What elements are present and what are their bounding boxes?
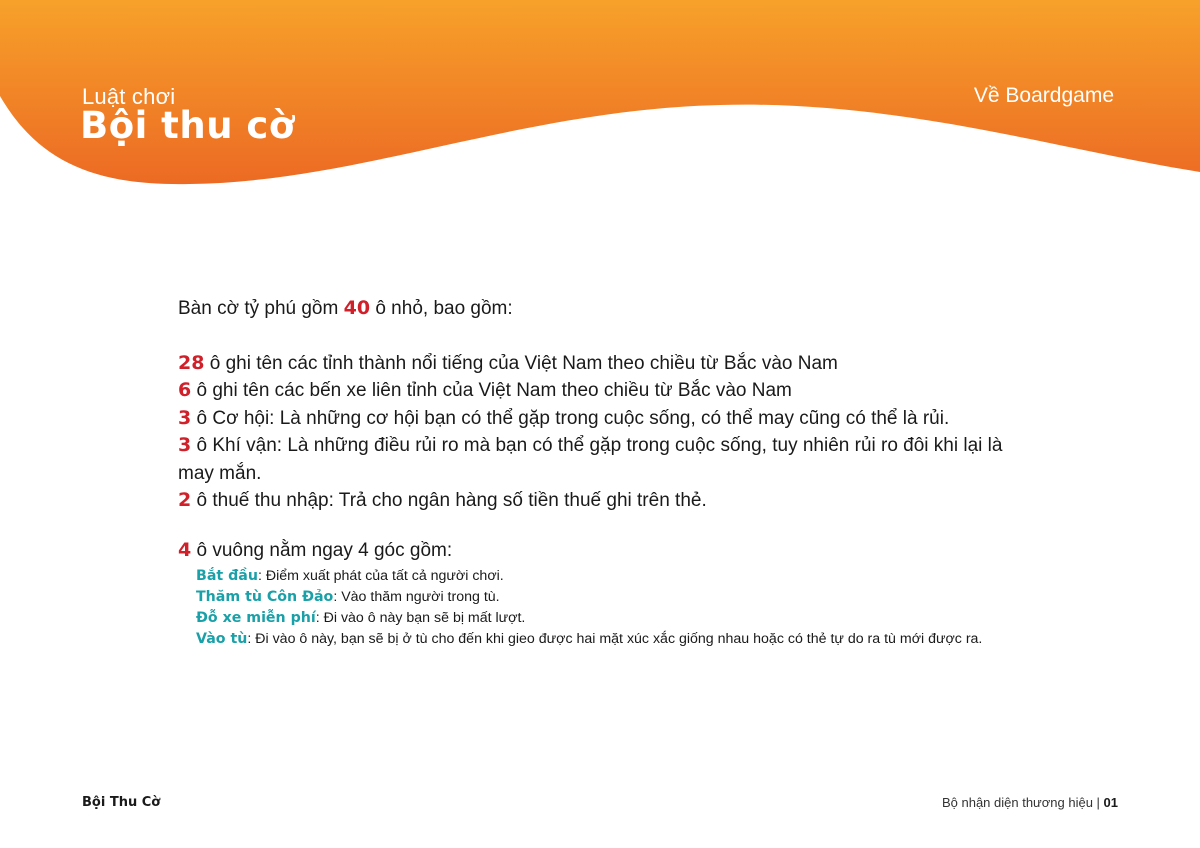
intro-line	[178, 295, 1038, 323]
cell-line	[178, 487, 1038, 515]
header-subtitle: Luật chơi	[82, 84, 176, 109]
header-section-label: Về Boardgame	[973, 84, 1114, 107]
cell-description: ô Cơ hội: Là những cơ hội bạn có thể gặp trong cuộc sống, có thể may cũng có thể là rủi.	[191, 407, 950, 429]
corner-term: Bắt đầu	[196, 568, 258, 584]
page-number: 01	[1103, 795, 1118, 810]
cell-count: 2	[178, 489, 192, 511]
corner-item	[196, 608, 1038, 629]
corner-item	[196, 587, 1038, 608]
cell-count: 3	[178, 406, 192, 429]
cell-description: ô ghi tên các bến xe liên tỉnh của Việt Nam theo chiều từ Bắc vào Nam	[191, 380, 792, 401]
page-title: Bội thu cờ	[80, 104, 295, 147]
corner-item	[196, 566, 1038, 587]
corner-description: : Đi vào ô này, bạn sẽ bị ở tù cho đến khi gieo được hai mặt xúc xắc giống nhau hoặc có thẻ tự do ra tù mới được ra.	[247, 631, 983, 647]
intro-text-after: ô nhỏ, bao gồm:	[370, 298, 513, 319]
corner-description: : Vào thăm người trong tù.	[333, 589, 500, 605]
corners-intro-text: ô vuông nằm ngay 4 góc gồm:	[191, 539, 453, 561]
cell-count: 6	[178, 379, 192, 401]
cell-description: ô thuế thu nhập: Trả cho ngân hàng số tiền thuế ghi trên thẻ.	[191, 490, 707, 511]
rules-content	[178, 295, 1038, 650]
cell-line	[178, 377, 1038, 405]
corner-term: Vào tù	[196, 631, 248, 647]
corner-item	[196, 629, 1038, 650]
corner-term: Thăm tù Côn Đảo	[196, 589, 334, 605]
intro-text-before: Bàn cờ tỷ phú gồm	[178, 298, 344, 319]
corner-description: : Đi vào ô này bạn sẽ bị mất lượt.	[315, 610, 526, 626]
cell-description: ô ghi tên các tỉnh thành nổi tiếng của Việt Nam theo chiều từ Bắc vào Nam	[204, 352, 838, 374]
cell-count: 28	[178, 351, 205, 374]
corners-intro-line	[178, 537, 1038, 565]
corner-list	[196, 566, 1038, 650]
intro-number: 40	[343, 297, 371, 319]
cell-description: ô Khí vận: Là những điều rủi ro mà bạn có thể gặp trong cuộc sống, tuy nhiên rủi ro đôi khi lại là may mắn.	[178, 435, 1003, 484]
cell-line	[178, 405, 1038, 433]
cell-line	[178, 350, 1038, 378]
footer-page-info	[942, 795, 1118, 810]
corner-term: Đỗ xe miễn phí	[196, 610, 316, 626]
footer-document-title: Bộ nhận diện thương hiệu |	[941, 795, 1104, 810]
footer-brand-name: Bội Thu Cờ	[82, 795, 161, 810]
cell-count: 3	[178, 434, 192, 456]
cell-line	[178, 432, 1038, 487]
corners-count: 4	[178, 538, 192, 561]
corner-description: : Điểm xuất phát của tất cả người chơi.	[257, 568, 504, 584]
